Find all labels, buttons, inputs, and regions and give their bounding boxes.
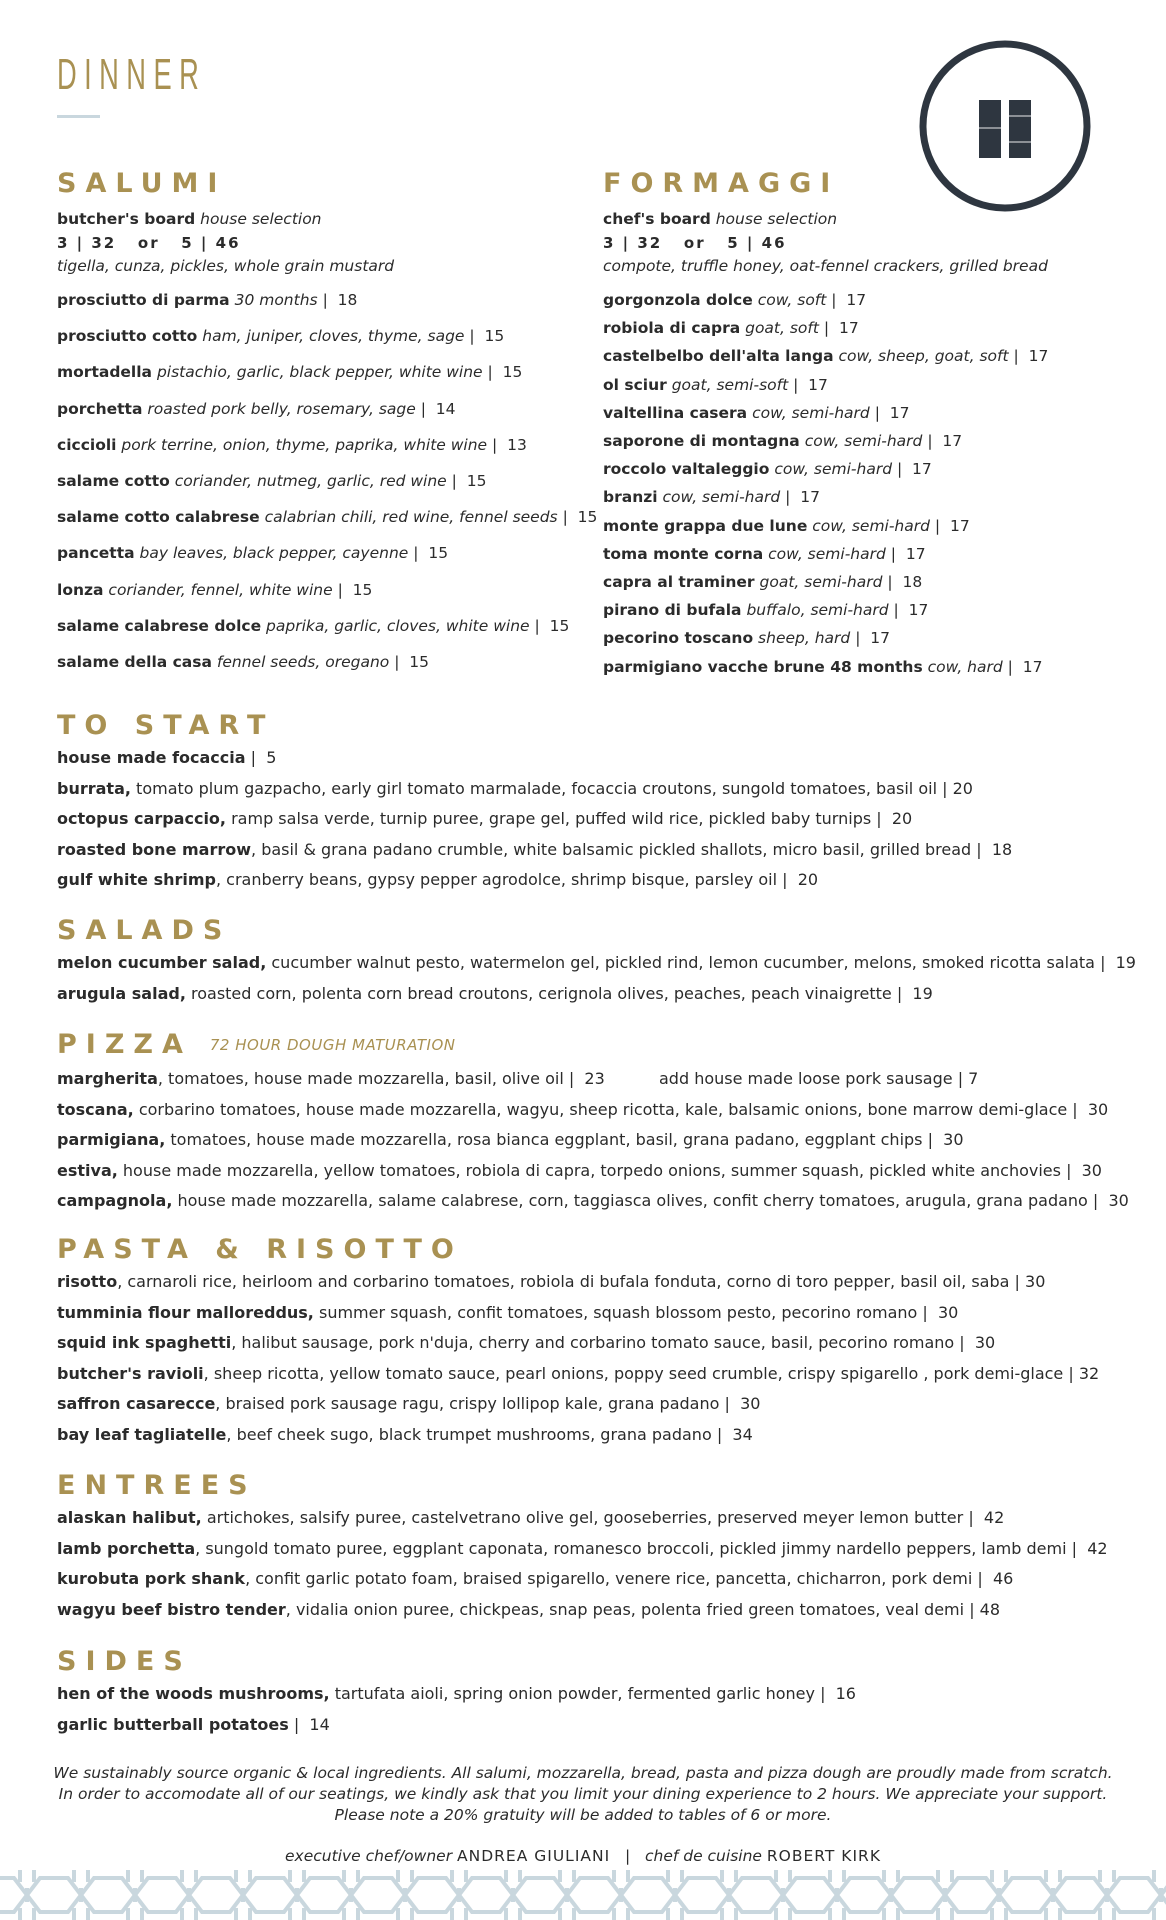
- item-price: | 17: [890, 544, 926, 563]
- item-name: risotto: [57, 1272, 118, 1291]
- item-name: parmigiano vacche brune 48 months: [603, 657, 923, 676]
- item-name: toscana,: [57, 1099, 134, 1119]
- item-price: | 42: [1071, 1538, 1108, 1558]
- cuisine-name: ROBERT KIRK: [766, 1847, 881, 1865]
- menu-item: [57, 581, 372, 599]
- item-price: | 20: [942, 778, 973, 798]
- item-description: tomatoes, house made mozzarella, rosa bianca eggplant, basil, grana padano, eggplant chips: [170, 1130, 923, 1149]
- item-name: estiva,: [57, 1160, 118, 1180]
- menu-item: [603, 517, 970, 535]
- menu-item: [57, 508, 597, 526]
- item-description: , sungold tomato puree, eggplant caponata, romanesco broccoli, pickled jimmy nardello peppers, lamb demi: [195, 1538, 1067, 1558]
- item-price: | 17: [893, 601, 929, 620]
- menu-item: [57, 544, 448, 562]
- salumi-board: [57, 210, 322, 228]
- section-heading-formaggi: FORMAGGI: [603, 168, 840, 199]
- formaggi-board: [603, 210, 837, 228]
- item-description: ham, juniper, cloves, thyme, sage: [202, 327, 465, 346]
- section-heading-salumi: SALUMI: [57, 168, 227, 199]
- item-name: parmigiana,: [57, 1130, 166, 1149]
- item-description: sheep, hard: [758, 629, 851, 648]
- menu-item: [603, 658, 1042, 676]
- pasta-section: [57, 1234, 1166, 1444]
- item-description: tartufata aioli, spring onion powder, fermented garlic honey: [334, 1684, 815, 1703]
- item-name: valtellina casera: [603, 403, 748, 422]
- item-price: | 30: [724, 1394, 761, 1413]
- section-heading-salads: SALADS: [57, 915, 232, 946]
- item-description: , vidalia onion puree, chickpeas, snap peas, polenta fried green tomatoes, veal demi: [285, 1599, 965, 1619]
- item-name: lonza: [57, 580, 104, 599]
- pizza-subheading: 72 HOUR DOUGH MATURATION: [209, 1036, 456, 1054]
- item-price: | 32: [1068, 1363, 1100, 1383]
- item-name: mortadella: [57, 363, 153, 382]
- lattice-pattern-icon: [0, 1870, 1166, 1920]
- item-price: | 42: [968, 1508, 1005, 1527]
- item-name: ciccioli: [57, 435, 117, 454]
- item-name: gulf white shrimp: [57, 870, 216, 889]
- item-name: squid ink spaghetti: [57, 1333, 232, 1352]
- item-description: goat, soft: [745, 319, 819, 338]
- entrees-section: [57, 1470, 1166, 1619]
- item-price: | 17: [934, 516, 970, 535]
- item-price: | 30: [922, 1302, 959, 1322]
- item-name: toma monte corna: [603, 544, 764, 563]
- item-price: | 17: [785, 488, 820, 507]
- salads-section: [57, 915, 1166, 1003]
- item-description: , braised pork sausage ragu, crispy lollipop kale, grana padano: [215, 1394, 720, 1413]
- item-price: | 46: [977, 1569, 1014, 1588]
- chef-credits: [0, 1847, 1166, 1865]
- item-name: roccolo valtaleggio: [603, 460, 770, 479]
- item-price: | 19: [1100, 953, 1136, 972]
- item-price: | 17: [855, 629, 890, 648]
- item-name: prosciutto di parma: [57, 291, 230, 309]
- item-price: | 30: [927, 1130, 964, 1149]
- item-description: goat, semi-hard: [759, 573, 883, 591]
- credits-separator: |: [624, 1847, 631, 1865]
- item-description: house made mozzarella, yellow tomatoes, robiola di capra, torpedo onions, summer squash, pickled white anchovies: [122, 1160, 1061, 1180]
- to-start-section: [57, 710, 1166, 889]
- item-description: bay leaves, black pepper, cayenne: [139, 544, 409, 563]
- item-description: cow, sheep, goat, soft: [838, 347, 1009, 366]
- menu-item: [57, 1539, 1108, 1558]
- item-description: cow, semi-hard: [774, 460, 893, 479]
- menu-item: [57, 1364, 1099, 1383]
- section-heading-entrees: ENTREES: [57, 1470, 257, 1501]
- item-description: 30 months: [234, 291, 318, 309]
- item-price: | 17: [831, 291, 867, 309]
- item-description: , beef cheek sugo, black trumpet mushrooms, grana padano: [226, 1424, 712, 1444]
- menu-item: [603, 601, 928, 619]
- item-price: | 15: [413, 544, 449, 563]
- menu-item: [603, 460, 932, 478]
- section-heading-sides: SIDES: [57, 1646, 192, 1677]
- board-note: house selection: [200, 210, 322, 228]
- page-title: DINNER: [57, 50, 207, 99]
- item-description: summer squash, confit tomatoes, squash blossom pesto, pecorino romano: [318, 1302, 918, 1322]
- item-price: | 20: [876, 809, 913, 828]
- item-price: | 15: [469, 327, 505, 346]
- board-sides: tigella, cunza, pickles, whole grain mustard: [57, 257, 395, 275]
- menu-item: [57, 472, 486, 490]
- item-name: saffron casarecce: [57, 1394, 216, 1413]
- pizza-section: [57, 1029, 1166, 1210]
- item-name: monte grappa due lune: [603, 516, 808, 535]
- menu-item: [57, 1600, 1000, 1619]
- menu-item: [57, 748, 276, 767]
- item-description: paprika, garlic, cloves, white wine: [266, 616, 530, 635]
- board-sides: compote, truffle honey, oat-fennel crackers, grilled bread: [603, 257, 1048, 275]
- item-price: | 16: [820, 1684, 856, 1703]
- item-description: , basil & grana padano crumble, white balsamic pickled shallots, micro basil, grilled bread: [251, 839, 972, 859]
- item-price: | 30: [1014, 1272, 1046, 1291]
- menu-item: [57, 1303, 958, 1322]
- menu-item: [57, 327, 504, 345]
- menu-item: [603, 291, 866, 309]
- item-name: salame calabrese dolce: [57, 616, 262, 635]
- item-name: melon cucumber salad,: [57, 953, 267, 972]
- item-description: roasted pork belly, rosemary, sage: [147, 399, 416, 418]
- menu-item: [603, 404, 910, 422]
- item-name: butcher's ravioli: [57, 1363, 204, 1383]
- menu-item: [603, 545, 926, 563]
- menu-item: [57, 363, 522, 381]
- menu-item: [57, 1161, 1102, 1180]
- item-price: | 17: [896, 460, 932, 479]
- item-price: | 15: [487, 363, 523, 382]
- section-heading-pasta: PASTA & RISOTTO: [57, 1234, 463, 1265]
- item-price: | 30: [1066, 1160, 1102, 1180]
- item-name: saporone di montagna: [603, 432, 800, 450]
- item-description: buffalo, semi-hard: [746, 601, 889, 620]
- item-description: coriander, nutmeg, garlic, red wine: [174, 472, 447, 490]
- item-description: , halibut sausage, pork n'duja, cherry and corbarino tomato sauce, basil, pecorino romano: [231, 1333, 955, 1352]
- item-description: calabrian chili, red wine, fennel seeds: [264, 508, 558, 527]
- board-name: butcher's board: [57, 210, 196, 228]
- item-description: cow, semi-hard: [804, 432, 923, 450]
- item-price: | 30: [959, 1333, 996, 1352]
- item-name: salame cotto calabrese: [57, 508, 260, 527]
- item-name: garlic butterball potatoes: [57, 1714, 289, 1734]
- item-name: kurobuta pork shank: [57, 1569, 246, 1588]
- footer-note-2: In order to accomodate all of our seatings, we kindly ask that you limit your dining experience to 2 hours. We appreciate your support.: [58, 1785, 1108, 1803]
- item-name: roasted bone marrow: [57, 839, 252, 859]
- menu-item: [57, 809, 912, 828]
- item-description: cow, soft: [757, 291, 827, 309]
- item-description: cow, semi-hard: [768, 544, 886, 563]
- item-name: campagnola,: [57, 1191, 173, 1210]
- item-description: , tomatoes, house made mozzarella, basil, olive oil: [157, 1069, 564, 1088]
- item-description: pistachio, garlic, black pepper, white wine: [156, 363, 483, 382]
- menu-item: [57, 1715, 330, 1734]
- item-description: , carnaroli rice, heirloom and corbarino tomatoes, robiola di bufala fonduta, corno di toro pepper, basil oil, saba: [117, 1272, 1010, 1291]
- item-description: , confit garlic potato foam, braised spigarello, venere rice, pancetta, chicharron, pork demi: [245, 1569, 973, 1588]
- item-price: | 18: [976, 839, 1013, 859]
- item-name: ol sciur: [603, 375, 667, 394]
- item-name: pecorino toscano: [603, 629, 754, 648]
- item-description: , cranberry beans, gypsy pepper agrodolce, shrimp bisque, parsley oil: [216, 870, 778, 889]
- menu-item: [57, 1100, 1108, 1119]
- item-price: | 17: [823, 319, 859, 338]
- menu-item: [57, 1569, 1013, 1588]
- item-name: pirano di bufala: [603, 601, 742, 620]
- salumi-section: [57, 168, 598, 671]
- item-name: pancetta: [57, 544, 135, 563]
- menu-item: [57, 870, 818, 889]
- item-price: | 17: [927, 432, 963, 450]
- menu-item: [603, 319, 859, 337]
- item-price: | 15: [451, 472, 487, 490]
- item-description: cow, hard: [927, 657, 1003, 676]
- item-description: ramp salsa verde, turnip puree, grape gel, puffed wild rice, pickled baby turnips: [231, 809, 872, 828]
- item-description: tomato plum gazpacho, early girl tomato marmalade, focaccia croutons, sungold tomatoes, basil oil: [136, 778, 938, 798]
- title-underline: [57, 115, 100, 118]
- item-name: prosciutto cotto: [57, 327, 198, 346]
- menu-item: [603, 629, 890, 647]
- formaggi-section: [603, 168, 1053, 676]
- item-price: | 30: [1072, 1099, 1109, 1119]
- menu-item: [57, 1069, 605, 1088]
- menu-item: [57, 617, 569, 635]
- item-description: cucumber walnut pesto, watermelon gel, pickled rind, lemon cucumber, melons, smoked ricotta salata: [271, 953, 1095, 972]
- item-name: arugula salad,: [57, 983, 186, 1003]
- item-price: | 34: [716, 1424, 753, 1444]
- item-name: lamb porchetta: [57, 1538, 196, 1558]
- item-name: wagyu beef bistro tender: [57, 1599, 286, 1619]
- menu-item: [57, 436, 527, 454]
- item-price: | 19: [896, 983, 933, 1003]
- menu-item: [57, 653, 429, 671]
- item-name: branzi: [603, 488, 658, 507]
- board-price: 3 | 32 or 5 | 46: [57, 234, 241, 252]
- menu-item: [57, 840, 1012, 859]
- menu-item: [57, 400, 456, 418]
- menu-item: [57, 1684, 856, 1703]
- footer-note-3: Please note a 20% gratuity will be added to tables of 6 or more.: [334, 1806, 832, 1824]
- item-price: | 15: [337, 580, 373, 599]
- item-description: artichokes, salsify puree, castelvetrano olive gel, gooseberries, preserved meyer lemon butter: [206, 1508, 964, 1527]
- pizza-heading-text: PIZZA: [57, 1029, 192, 1060]
- board-note: house selection: [715, 210, 838, 228]
- item-price: | 18: [322, 291, 358, 309]
- item-description: pork terrine, onion, thyme, paprika, white wine: [121, 435, 488, 454]
- board-name: chef's board: [603, 210, 711, 228]
- item-price: | 17: [874, 403, 910, 422]
- item-price: | 17: [793, 375, 828, 394]
- item-price: | 14: [420, 399, 456, 418]
- item-description: coriander, fennel, white wine: [108, 580, 333, 599]
- item-price: | 5: [250, 748, 277, 767]
- menu-item: [57, 1191, 1129, 1210]
- item-name: robiola di capra: [603, 319, 741, 338]
- menu-item: [57, 1272, 1045, 1291]
- item-name: salame cotto: [57, 472, 170, 490]
- section-heading-pizza: [57, 1031, 1166, 1058]
- item-price: | 23: [568, 1069, 605, 1088]
- item-name: bay leaf tagliatelle: [57, 1424, 227, 1444]
- item-price: | 15: [394, 653, 430, 671]
- item-description: goat, semi-soft: [671, 375, 789, 394]
- item-name: alaskan halibut,: [57, 1508, 202, 1527]
- item-name: tumminia flour malloreddus,: [57, 1302, 314, 1322]
- item-price: | 14: [293, 1714, 330, 1734]
- menu-item: [57, 1425, 753, 1444]
- item-name: salame della casa: [57, 653, 212, 671]
- footer-note-1: We sustainably source organic & local ingredients. All salumi, mozzarella, bread, pasta and pizza dough are proudly made from scratch.: [53, 1764, 1113, 1782]
- chef-role: executive chef/owner: [285, 1847, 453, 1865]
- menu-item: [603, 376, 828, 394]
- menu-item: [57, 779, 973, 798]
- item-description: , sheep ricotta, yellow tomato sauce, pearl onions, poppy seed crumble, crispy spigarello , pork demi-glace: [203, 1363, 1064, 1383]
- sides-section: [57, 1646, 1166, 1734]
- item-price: | 30: [1092, 1191, 1129, 1210]
- menu-item: [57, 953, 1136, 972]
- item-description: corbarino tomatoes, house made mozzarella, wagyu, sheep ricotta, kale, balsamic onions, bone marrow demi-glace: [138, 1099, 1068, 1119]
- menu-item: [57, 1333, 995, 1352]
- item-description: roasted corn, polenta corn bread croutons, cerignola olives, peaches, peach vinaigrette: [191, 983, 892, 1003]
- pizza-addon: add house made loose pork sausage | 7: [659, 1069, 979, 1088]
- item-name: castelbelbo dell'alta langa: [603, 347, 834, 366]
- item-name: house made focaccia: [57, 748, 246, 767]
- item-price: | 20: [782, 870, 819, 889]
- menu-item: [603, 432, 962, 450]
- board-price: 3 | 32 or 5 | 46: [603, 234, 787, 252]
- item-name: capra al traminer: [603, 573, 755, 591]
- item-description: cow, semi-hard: [752, 403, 870, 422]
- section-heading-to-start: TO START: [57, 710, 275, 741]
- item-name: margherita: [57, 1069, 158, 1088]
- item-price: | 15: [562, 508, 598, 527]
- item-name: hen of the woods mushrooms,: [57, 1684, 330, 1703]
- item-name: porchetta: [57, 399, 143, 418]
- item-price: | 15: [534, 616, 570, 635]
- item-price: | 17: [1007, 657, 1043, 676]
- menu-item: [603, 488, 820, 506]
- menu-item: [603, 347, 1048, 365]
- item-price: | 13: [492, 435, 527, 454]
- item-name: octopus carpaccio,: [57, 809, 226, 828]
- item-price: | 48: [969, 1599, 1001, 1619]
- item-name: burrata,: [57, 778, 131, 798]
- menu-item: [57, 291, 357, 309]
- menu-item: [603, 573, 922, 591]
- item-price: | 18: [887, 573, 923, 591]
- item-description: house made mozzarella, salame calabrese, corn, taggiasca olives, confit cherry tomatoes, arugula, grana padano: [177, 1191, 1088, 1210]
- chef-name: ANDREA GIULIANI: [457, 1847, 611, 1865]
- menu-item: [57, 984, 933, 1003]
- item-name: gorgonzola dolce: [603, 291, 753, 309]
- menu-item: [57, 1508, 1004, 1527]
- item-price: | 17: [1013, 347, 1049, 366]
- menu-item: [57, 1394, 760, 1413]
- item-description: cow, semi-hard: [662, 488, 781, 507]
- menu-item: [57, 1130, 964, 1149]
- item-description: cow, semi-hard: [812, 516, 930, 535]
- item-description: fennel seeds, oregano: [216, 653, 390, 671]
- cuisine-role: chef de cuisine: [644, 1847, 762, 1865]
